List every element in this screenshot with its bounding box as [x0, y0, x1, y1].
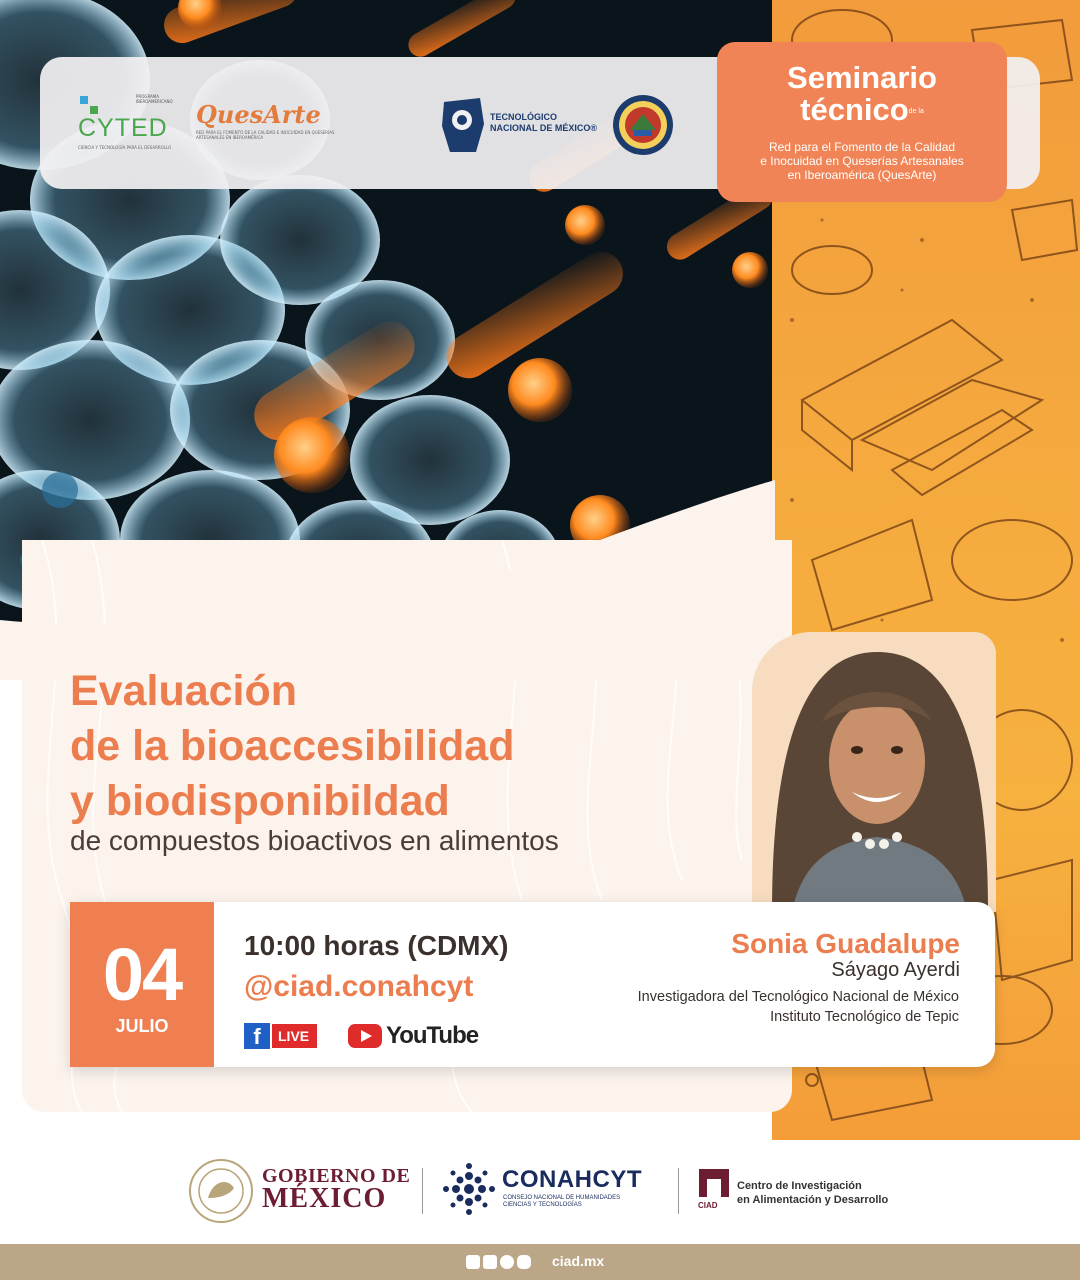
gobierno-line-2: MÉXICO — [262, 1183, 387, 1214]
mexico-coat-of-arms-icon — [188, 1158, 254, 1224]
footer-divider — [678, 1168, 679, 1214]
speaker-institution: Instituto Tecnológico de Tepic — [770, 1009, 959, 1025]
ciad-name — [737, 1179, 888, 1207]
youtube-badge[interactable] — [348, 1022, 478, 1050]
twitter-icon[interactable] — [483, 1255, 497, 1269]
speaker-surname: Sáyago Ayerdi — [831, 959, 960, 981]
speaker-name: Sonia Guadalupe — [731, 928, 960, 959]
youtube-play-icon — [348, 1024, 382, 1048]
talk-subtitle: de compuestos bioactivos en alimentos — [70, 825, 559, 856]
seminario-subtitle — [717, 94, 1007, 128]
cyted-mark-icon — [78, 94, 100, 116]
talk-title-line-2: de la bioaccesibilidad — [70, 722, 515, 770]
seminario-subtitle-text: técnico — [800, 92, 909, 127]
event-date — [70, 902, 214, 1067]
talk-title-line-3: y biodisponibildad — [70, 777, 450, 825]
seminario-description — [717, 140, 1007, 182]
youtube-icon[interactable] — [517, 1255, 531, 1269]
social-handle[interactable]: @ciad.conahcyt — [244, 970, 474, 1003]
talk-title-line-1: Evaluación — [70, 667, 298, 715]
ciad-line-1: Centro de Investigación — [737, 1180, 862, 1192]
wave-divider — [0, 480, 775, 680]
conahcyt-sub-line-2: CIENCIAS Y TECNOLOGÍAS — [503, 1202, 582, 1208]
event-time: 10:00 horas (CDMX) — [244, 930, 509, 961]
seminario-desc-line-2: e Inocuidad en Queserías Artesanales — [760, 153, 964, 168]
conahcyt-dots-icon — [442, 1162, 496, 1216]
seminario-desc-line-3: en Iberoamérica (QuesArte) — [787, 167, 937, 182]
website-link[interactable]: ciad.mx — [552, 1253, 605, 1269]
youtube-label: YouTube — [386, 1022, 479, 1049]
instagram-icon[interactable] — [500, 1255, 514, 1269]
ciad-building-icon — [697, 1167, 731, 1199]
bottom-bar — [0, 1244, 1080, 1280]
gobierno-line-1: GOBIERNO DE — [262, 1165, 411, 1187]
speaker-role: Investigadora del Tecnológico Nacional de México — [637, 989, 959, 1005]
seminario-dela: de la — [908, 107, 924, 115]
tecnm-line-1: TECNOLÓGICO — [490, 112, 557, 122]
event-day: 04 — [102, 933, 182, 1016]
instituto-tepic-seal-icon — [612, 94, 674, 156]
footer-divider — [422, 1168, 423, 1214]
facebook-icon[interactable] — [466, 1255, 480, 1269]
speaker-photo — [752, 632, 996, 912]
conahcyt-sub-line-1: CONSEJO NACIONAL DE HUMANIDADES — [503, 1195, 621, 1201]
ciad-label: CIAD — [698, 1201, 718, 1210]
quesarte-wordmark: QuesArte — [196, 100, 321, 129]
talk-title — [70, 664, 515, 829]
event-month: JULIO — [115, 1016, 169, 1036]
cyted-tagline: CIENCIA Y TECNOLOGÍA PARA EL DESARROLLO — [78, 145, 172, 150]
tecnm-logo-text — [490, 112, 597, 134]
quesarte-logo — [196, 100, 346, 140]
conahcyt-subtitle — [503, 1195, 620, 1209]
quesarte-tagline: RED PARA EL FOMENTO DE LA CALIDAD E INOCUIDAD EN QUESERÍAS ARTESANALES EN IBEROAMÉRICA — [196, 130, 335, 140]
live-label: LIVE — [272, 1024, 317, 1048]
facebook-live-badge[interactable] — [244, 1022, 317, 1050]
cyted-logo — [78, 96, 171, 150]
seminario-desc-line-1: Red para el Fomento de la Calidad — [768, 139, 956, 154]
seminario-badge — [717, 42, 1007, 202]
ciad-line-2: en Alimentación y Desarrollo — [737, 1194, 889, 1206]
facebook-icon: f — [244, 1023, 270, 1049]
tecnm-line-2: NACIONAL DE MÉXICO® — [490, 123, 597, 133]
tecnm-eagle-icon — [440, 94, 486, 156]
cyted-program-label: PROGRAMA IBEROAMERICANO — [136, 94, 173, 104]
speaker-portrait — [752, 632, 996, 912]
cyted-wordmark: CYTED — [78, 114, 168, 142]
conahcyt-wordmark: CONAHCYT — [502, 1166, 642, 1193]
social-icons — [466, 1255, 531, 1269]
seminario-title: Seminario — [787, 60, 937, 95]
